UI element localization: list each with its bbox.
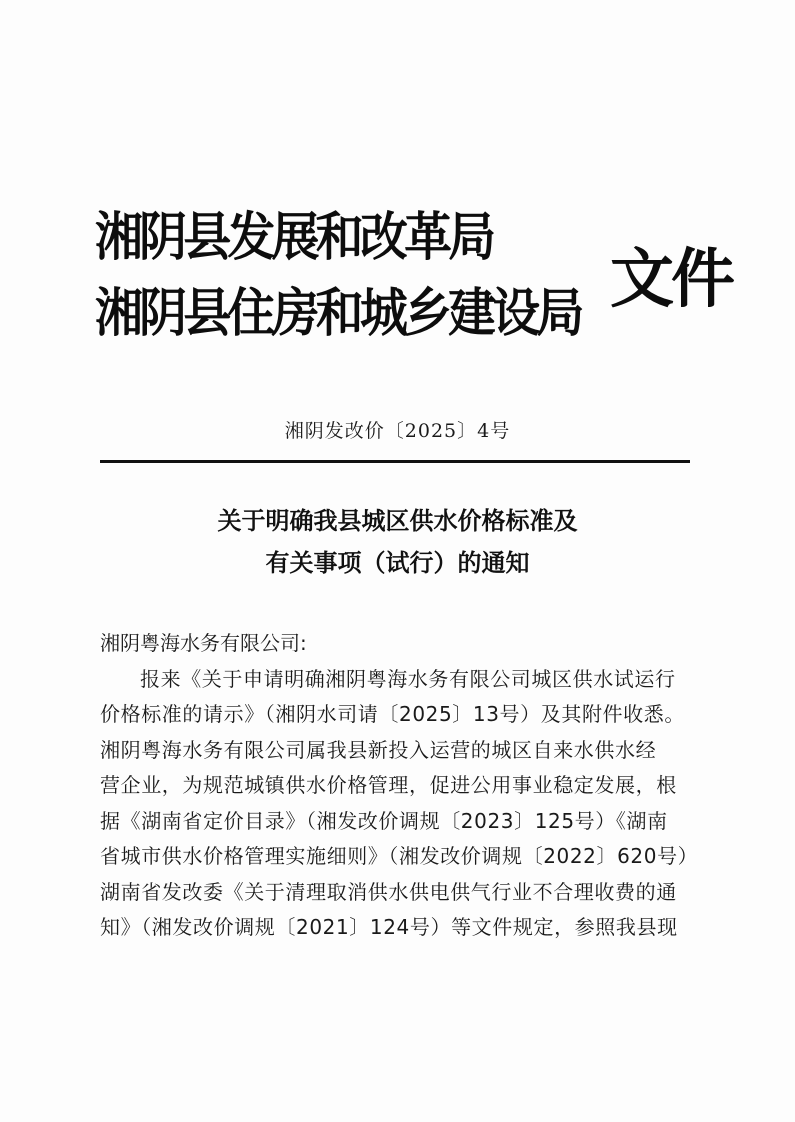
paragraph-line: 价格标准的请示》（湘阴水司请〔2025〕13号）及其附件收悉。 — [100, 702, 685, 726]
document-body — [100, 626, 700, 946]
paragraph-line: 知》（湘发改价调规〔2021〕124号）等文件规定，参照我县现 — [100, 915, 678, 939]
title-line-2: 有关事项（试行）的通知 — [265, 549, 530, 577]
title-line-1: 关于明确我县城区供水价格标准及 — [217, 507, 578, 535]
issuer-header — [95, 200, 732, 380]
issuer-name-2: 湘阴县住房和城乡建设局 — [95, 283, 581, 344]
document-number: 湘阴发改价〔2025〕4号 — [284, 420, 511, 442]
paragraph-line: 省城市供水价格管理实施细则》（湘发改价调规〔2022〕620号） — [100, 844, 699, 868]
paragraph-line: 据《湖南省定价目录》（湘发改价调规〔2023〕125号）《湖南 — [100, 808, 668, 833]
issuer-names — [95, 200, 595, 352]
paragraph-line: 湖南省发改委《关于清理取消供水供电供气行业不合理收费的通 — [100, 879, 677, 904]
document-title — [0, 500, 795, 584]
paragraph-line: 营企业，为规范城镇供水价格管理，促进公用事业稳定发展，根 — [100, 773, 677, 797]
issuer-name-1: 湘阴县发展和改革局 — [95, 207, 493, 268]
paragraph-line: 湘阴粤海水务有限公司属我县新投入运营的城区自来水供水经 — [100, 737, 657, 762]
header-divider — [100, 460, 690, 463]
document-label: 文件 — [610, 242, 732, 317]
salutation: 湘阴粤海水务有限公司: — [100, 631, 307, 655]
paragraph-line: 报来《关于申请明确湘阴粤海水务有限公司城区供水试运行 — [140, 666, 676, 691]
